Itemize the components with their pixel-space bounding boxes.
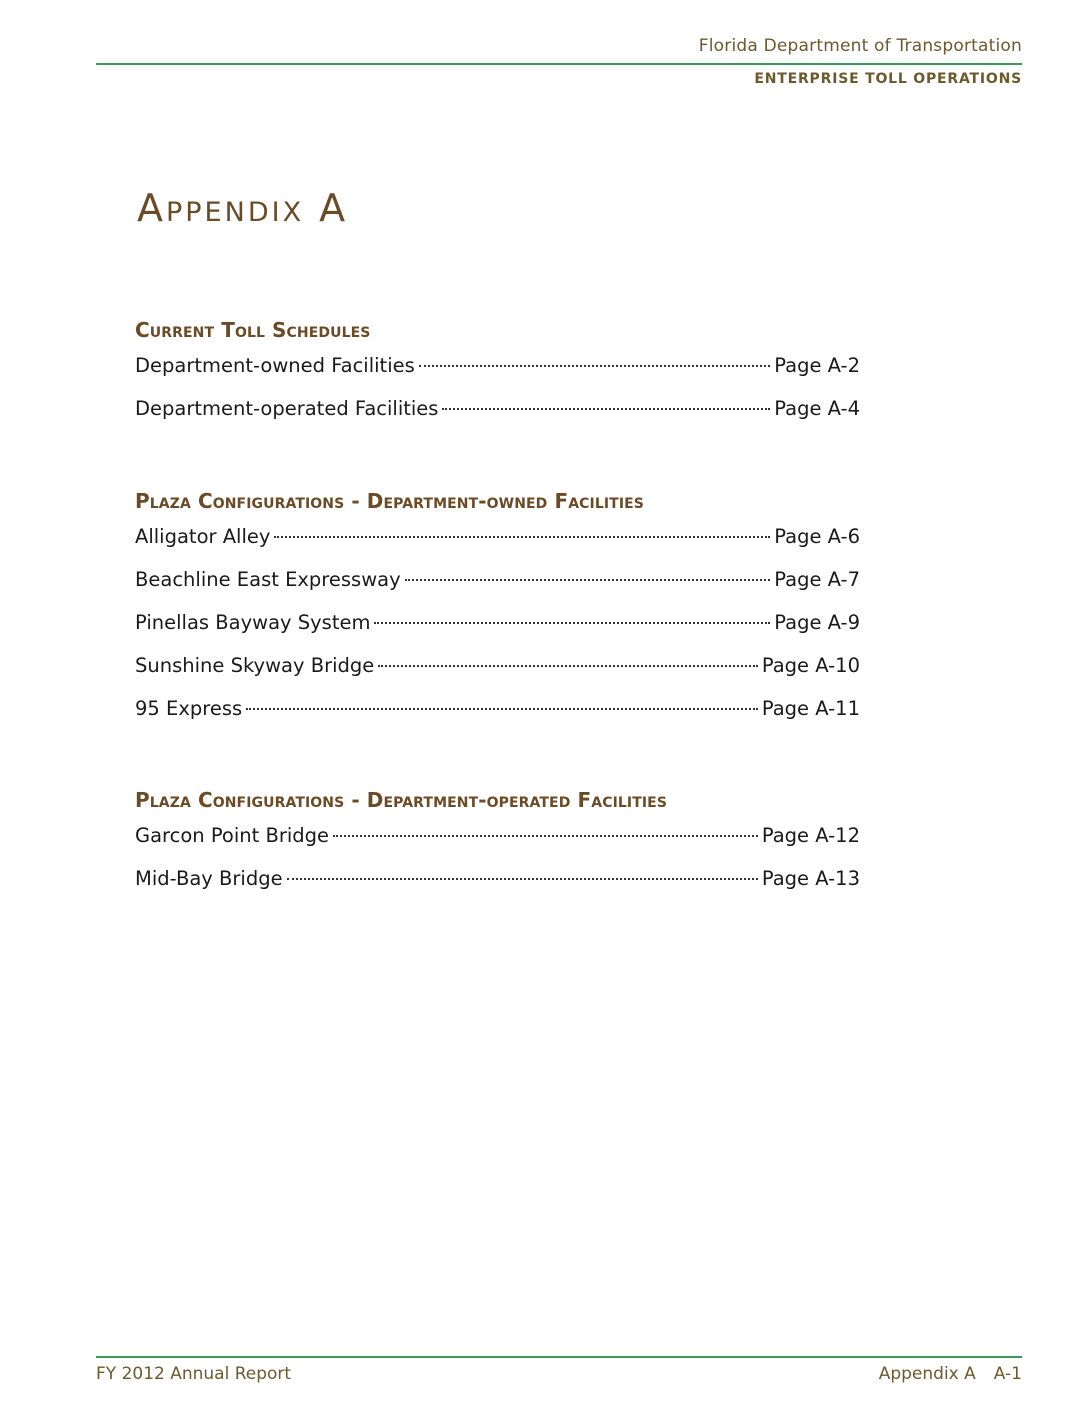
toc-entry-name: Mid-Bay Bridge xyxy=(135,867,283,890)
toc-entry-name: Beachline East Expressway xyxy=(135,568,401,591)
footer-page-number: A-1 xyxy=(993,1364,1022,1384)
page-title: Appendix A xyxy=(137,186,349,230)
dot-leader xyxy=(442,407,770,410)
section-heading: Current Toll Schedules xyxy=(135,318,371,342)
toc-entry-page: Page A-12 xyxy=(761,824,860,847)
toc-entry-page: Page A-11 xyxy=(761,697,860,720)
toc-entry-name: 95 Express xyxy=(135,697,243,720)
toc-entry-page: Page A-7 xyxy=(774,568,860,591)
dot-leader xyxy=(405,578,771,581)
toc-entry-name: Department-operated Facilities xyxy=(135,397,439,420)
toc-entry[interactable] xyxy=(135,568,860,611)
footer-report-title: FY 2012 Annual Report xyxy=(96,1364,292,1384)
dot-leader xyxy=(419,364,770,367)
toc-section-owned-facilities xyxy=(135,489,860,740)
toc-entry-page: Page A-4 xyxy=(774,397,860,420)
toc-entry[interactable] xyxy=(135,354,860,397)
toc-section-operated-facilities xyxy=(135,788,860,910)
toc-entry[interactable] xyxy=(135,697,860,740)
dot-leader xyxy=(333,834,758,837)
header-divider xyxy=(96,63,1022,65)
toc-entry[interactable] xyxy=(135,397,860,440)
dot-leader xyxy=(246,707,758,710)
dot-leader xyxy=(287,877,758,880)
toc-entry-name: Alligator Alley xyxy=(135,525,271,548)
toc-entry-name: Pinellas Bayway System xyxy=(135,611,371,634)
toc-entry-name: Sunshine Skyway Bridge xyxy=(135,654,375,677)
dot-leader xyxy=(274,535,770,538)
toc-entry-name: Department-owned Facilities xyxy=(135,354,415,377)
dot-leader xyxy=(374,621,770,624)
header-organization: Florida Department of Transportation xyxy=(698,36,1022,56)
toc-entry-name: Garcon Point Bridge xyxy=(135,824,330,847)
toc-entry[interactable] xyxy=(135,654,860,697)
toc-entry[interactable] xyxy=(135,611,860,654)
header-division: ENTERPRISE TOLL OPERATIONS xyxy=(754,71,1022,87)
toc-entry[interactable] xyxy=(135,824,860,867)
toc-section-toll-schedules xyxy=(135,318,860,440)
footer-page-info xyxy=(879,1364,1022,1384)
toc-entry-page: Page A-13 xyxy=(761,867,860,890)
section-heading: Plaza Configurations - Department-owned Facilities xyxy=(135,489,644,513)
toc-entry-page: Page A-2 xyxy=(774,354,860,377)
footer-section-name: Appendix A xyxy=(878,1364,976,1384)
toc-entry-page: Page A-10 xyxy=(761,654,860,677)
footer-divider xyxy=(96,1356,1022,1358)
section-heading: Plaza Configurations - Department-operated Facilities xyxy=(135,788,668,812)
toc-entry-page: Page A-6 xyxy=(774,525,860,548)
toc-entry-page: Page A-9 xyxy=(774,611,860,634)
dot-leader xyxy=(378,664,758,667)
toc-entry[interactable] xyxy=(135,867,860,910)
toc-entry[interactable] xyxy=(135,525,860,568)
